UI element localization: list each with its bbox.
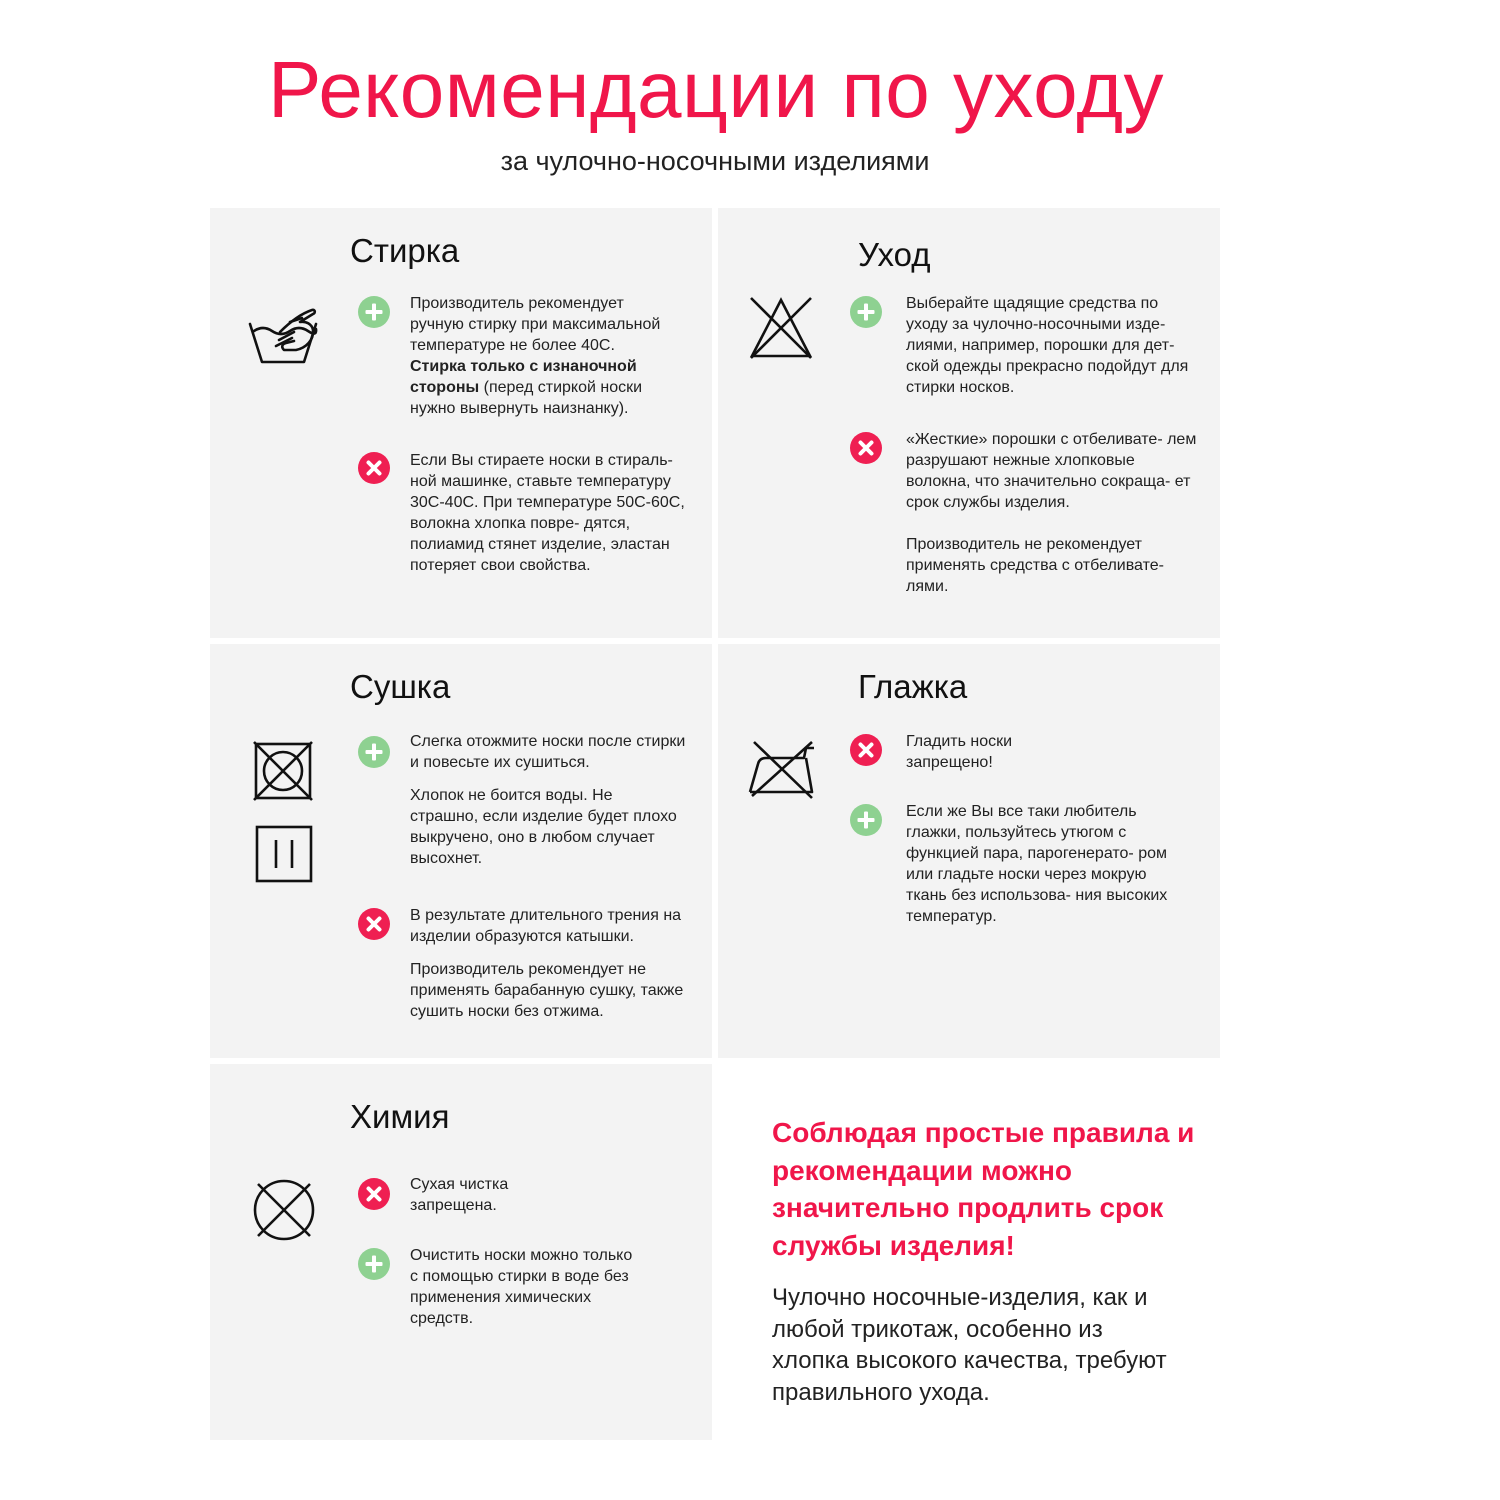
panel-care bbox=[718, 208, 1220, 638]
care-recommendation-text bbox=[906, 293, 1202, 410]
text-paragraph: «Жесткие» порошки с отбеливате- лем разрушают нежные хлопковые волокна, что значительно сокраща- ет срок службы изделия. bbox=[906, 431, 1197, 511]
text-paragraph: Хлопок не боится воды. Не страшно, если изделие будет плохо выкручено, оно в любом случает высохнет. bbox=[410, 787, 677, 867]
text-line: ручную стирку при максимальной bbox=[410, 316, 661, 333]
page-title: Рекомендации по уходу bbox=[267, 45, 1165, 134]
section-title-wash: Стирка bbox=[350, 232, 460, 269]
dry-warning-text bbox=[410, 905, 696, 1034]
plus-circle-icon bbox=[358, 296, 390, 328]
care-warning-text bbox=[906, 429, 1202, 609]
bold-text: стороны bbox=[410, 379, 480, 396]
plus-circle-icon bbox=[358, 1248, 390, 1280]
hand-wash-icon bbox=[246, 300, 320, 370]
plus-circle-icon bbox=[850, 296, 882, 328]
cross-circle-icon bbox=[850, 734, 882, 766]
text-paragraph: Гладить носки запрещено! bbox=[906, 733, 1013, 771]
text-paragraph: Если же Вы все таки любитель глажки, пользуйтесь утюгом с функцией пара, парогенерато- ром или гладьте носки через мокрую ткань без использова- ния высоких температур. bbox=[906, 803, 1168, 925]
panel-wash bbox=[210, 208, 712, 638]
text-paragraph: Производитель рекомендует не применять барабанную сушку, также сушить носки без отжима. bbox=[410, 961, 684, 1020]
section-title-chem: Химия bbox=[350, 1098, 450, 1135]
wash-recommendation-text bbox=[410, 293, 700, 419]
section-title-dry: Сушка bbox=[350, 668, 451, 705]
no-tumble-dry-icon bbox=[252, 740, 314, 802]
no-dry-clean-icon bbox=[252, 1178, 316, 1242]
text-line: (перед стиркой носки bbox=[479, 379, 643, 396]
text-paragraph: Производитель не рекомендует применять средства с отбеливате- лями. bbox=[906, 536, 1164, 595]
section-title-care: Уход bbox=[858, 236, 931, 273]
text-line: нужно вывернуть наизнанку). bbox=[410, 400, 629, 417]
closing-body: Чулочно носочные-изделия, как и любой трикотаж, особенно из хлопка высокого качества, требуют правильного ухода. bbox=[772, 1284, 1167, 1406]
text-paragraph: В результате длительного трения на изделии образуются катышки. bbox=[410, 907, 682, 945]
wash-warning-text bbox=[410, 450, 702, 588]
panel-iron bbox=[718, 644, 1220, 1058]
no-iron-icon bbox=[746, 738, 818, 802]
section-title-iron: Глажка bbox=[858, 668, 968, 705]
cross-circle-icon bbox=[850, 432, 882, 464]
cross-circle-icon bbox=[358, 452, 390, 484]
text-line: Производитель рекомендует bbox=[410, 295, 624, 312]
dry-recommendation-text bbox=[410, 731, 688, 881]
plus-circle-icon bbox=[358, 736, 390, 768]
chem-warning-text bbox=[410, 1174, 530, 1228]
bold-text: Стирка только с изнаночной bbox=[410, 358, 637, 375]
iron-warning-text bbox=[906, 731, 1036, 785]
no-bleach-icon bbox=[748, 296, 814, 360]
chem-recommendation-text bbox=[410, 1245, 636, 1341]
text-line: температуре не более 40С. bbox=[410, 337, 615, 354]
text-paragraph: Если Вы стираете носки в стираль- ной машинке, ставьте температуру 30С-40С. При температуре 50С-60С, волокна хлопка повре- дятся, полиамид стянет изделие, эластан потеряет свои свойства. bbox=[410, 452, 685, 574]
panel-chem bbox=[210, 1064, 712, 1440]
closing-note bbox=[772, 1114, 1292, 1408]
plus-circle-icon bbox=[850, 804, 882, 836]
panel-dry bbox=[210, 644, 712, 1058]
page-subtitle: за чулочно-носочными изделиями bbox=[500, 146, 930, 176]
text-paragraph: Слегка отожмите носки после стирки и повесьте их сушиться. bbox=[410, 733, 686, 771]
cross-circle-icon bbox=[358, 1178, 390, 1210]
cross-circle-icon bbox=[358, 908, 390, 940]
closing-headline: Соблюдая простые правила и рекомендации можно значительно продлить срок службы изделия! bbox=[772, 1117, 1195, 1261]
iron-recommendation-text bbox=[906, 801, 1176, 939]
drip-dry-icon bbox=[254, 824, 314, 884]
text-paragraph: Выберайте щадящие средства по уходу за чулочно-носочными изде- лиями, например, порошки для дет- ской одежды прекрасно подойдут для стирки носков. bbox=[906, 295, 1189, 396]
text-paragraph: Очистить носки можно только с помощью стирки в воде без применения химических средств. bbox=[410, 1247, 633, 1327]
text-paragraph: Сухая чистка запрещена. bbox=[410, 1176, 509, 1214]
